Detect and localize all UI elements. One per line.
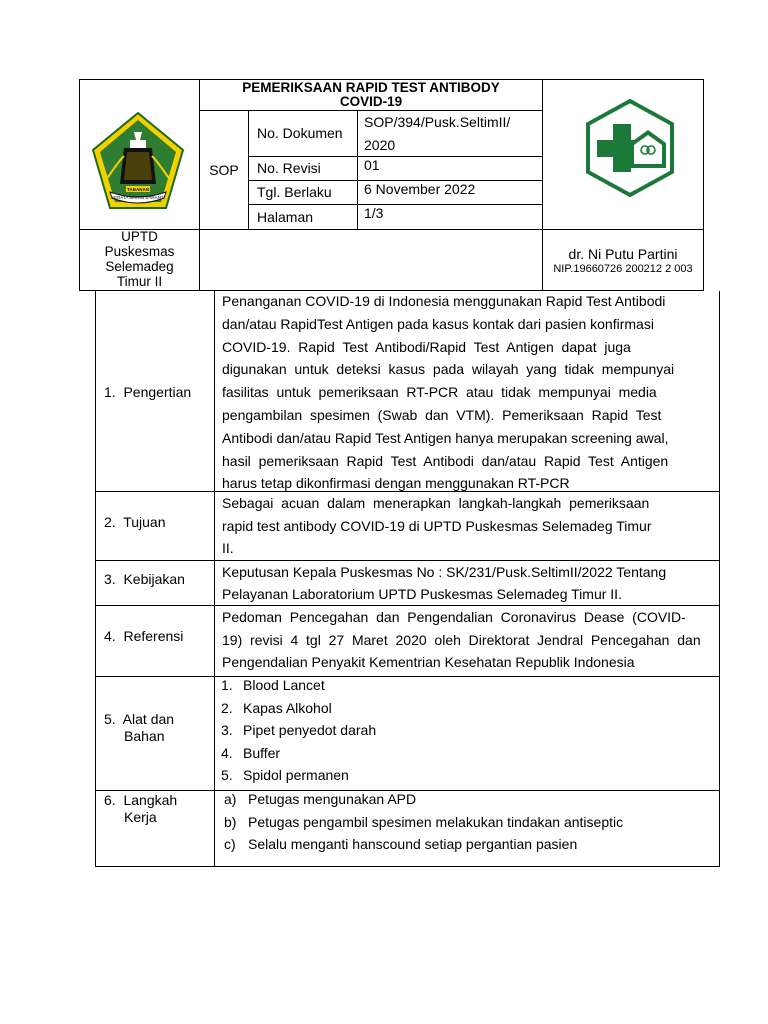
revision-label: No. Revisi [257, 160, 321, 176]
tujuan-label: 2. Tujuan [104, 514, 166, 530]
text-line: rapid test antibody COVID-19 di UPTD Puskesmas Selemadeg Timur [222, 517, 652, 534]
organization-line: Timur II [116, 274, 163, 289]
page-value: 1/3 [364, 205, 384, 221]
header-divider [357, 110, 358, 229]
text-line: COVID-19. Rapid Test Antibodi/Rapid Test Antigen dapat juga [222, 338, 631, 355]
puskesmas-logo [580, 98, 680, 198]
text-line: Penanganan COVID-19 di Indonesia menggunakan Rapid Test Antibodi [222, 293, 666, 309]
list-text: Pipet penyedot darah [243, 722, 377, 738]
list-text: Petugas mengunakan APD [248, 791, 417, 807]
document-title [200, 80, 542, 110]
langkah-label [104, 792, 177, 826]
list-number: c) [224, 836, 236, 852]
regency-logo [90, 110, 186, 215]
label-line: Bahan [124, 728, 165, 744]
content-divider [214, 291, 215, 867]
list-text: Selalu menganti hanscound setiap pergantian pasien [248, 836, 578, 852]
alat-list [221, 677, 701, 790]
list-text: Spidol permanen [243, 767, 349, 783]
tujuan-text [222, 492, 712, 560]
pengertian-text [222, 290, 712, 495]
list-item [221, 722, 701, 745]
signer-nip: NIP.19660726 200212 2 003 [553, 263, 693, 275]
text-line: harus tetap dikonfirmasi dengan menggunakan RT-PCR [222, 475, 570, 492]
text-line: digunakan untuk deteksi kasus pada wilayah yang tidak mempunyai [222, 361, 675, 378]
list-item [221, 767, 701, 790]
text-line: Sebagai acuan dalam menerapkan langkah-langkah pemeriksaan [222, 495, 650, 511]
doc-number-value [364, 111, 510, 157]
doc-number-line: SOP/394/Pusk.SeltimII/ [364, 114, 511, 130]
pengertian-label: 1. Pengertian [104, 384, 192, 400]
kebijakan-label: 3. Kebijakan [104, 571, 185, 587]
effective-date-value: 6 November 2022 [364, 181, 476, 197]
langkah-list [224, 791, 714, 859]
signer-name: dr. Ni Putu Partini [568, 246, 678, 262]
organization-line: Puskesmas [104, 244, 175, 259]
list-item [221, 745, 701, 768]
kebijakan-text [222, 561, 717, 605]
list-item [224, 791, 714, 814]
list-number: a) [224, 791, 237, 807]
list-text: Kapas Alkohol [243, 699, 332, 716]
text-line: Pengendalian Penyakit Kementrian Kesehatan Republik Indonesia [222, 654, 635, 670]
list-item [224, 814, 714, 837]
text-line: hasil pemeriksaan Rapid Test Antibodi dan/atau Rapid Test Antigen [222, 452, 669, 469]
revision-value: 01 [364, 157, 380, 173]
logo-name-text: TABANAN [127, 187, 149, 192]
list-number: 4. [221, 744, 233, 761]
text-line: pengambilan spesimen (Swab dan VTM). Pemeriksaan Rapid Test [222, 406, 662, 423]
doc-number-label: No. Dokumen [257, 125, 343, 141]
text-line: fasilitas untuk pemeriksaan RT-PCR atau tidak mempunyai media [222, 384, 657, 401]
header-divider [248, 110, 249, 229]
list-number: b) [224, 813, 237, 830]
organization-name [80, 229, 199, 289]
text-line: Keputusan Kepala Puskesmas No : SK/231/Pusk.SeltimII/2022 Tentang [222, 564, 667, 580]
organization-line: UPTD [121, 229, 158, 244]
list-text: Blood Lancet [243, 677, 325, 693]
effective-date-label: Tgl. Berlaku [257, 184, 332, 200]
text-line: 19) revisi 4 tgl 27 Maret 2020 oleh Direktorat Jendral Pencegahan dan [222, 631, 701, 648]
title-line: PEMERIKSAAN RAPID TEST ANTIBODY [242, 80, 500, 95]
label-line: 6. Langkah [104, 792, 178, 808]
text-line: Pedoman Pencegahan dan Pengendalian Coronavirus Dease (COVID- [222, 609, 686, 625]
list-number: 3. [221, 722, 233, 738]
list-number: 2. [221, 699, 233, 716]
referensi-text [222, 606, 717, 674]
logo-banner-text: SERATA MARGI SARANTI [111, 195, 165, 200]
list-number: 5. [221, 767, 233, 783]
alat-label [104, 711, 174, 745]
doc-number-line: 2020 [364, 137, 396, 153]
list-item [224, 836, 714, 859]
title-line: COVID-19 [339, 94, 403, 109]
sop-label: SOP [209, 162, 239, 178]
referensi-label: 4. Referensi [104, 628, 184, 644]
list-number: 1. [221, 677, 233, 693]
label-line: 5. Alat dan [104, 711, 175, 727]
text-line: Pelayanan Laboratorium UPTD Puskesmas Selemadeg Timur II. [222, 586, 622, 602]
label-line: Kerja [124, 809, 157, 825]
text-line: dan/atau RapidTest Antigen pada kasus kontak dari pasien konfirmasi [222, 315, 654, 332]
page-label: Halaman [257, 209, 314, 225]
list-text: Petugas pengambil spesimen melakukan tindakan antiseptic [248, 813, 624, 830]
list-text: Buffer [243, 744, 281, 761]
text-line: Antibodi dan/atau Rapid Test Antigen hanya merupakan screening awal, [222, 429, 669, 446]
header-divider [248, 204, 542, 205]
list-item [221, 677, 701, 700]
list-item [221, 700, 701, 723]
organization-line: Selemadeg [105, 259, 174, 274]
signer-block [543, 246, 703, 276]
text-line: II. [222, 540, 234, 556]
